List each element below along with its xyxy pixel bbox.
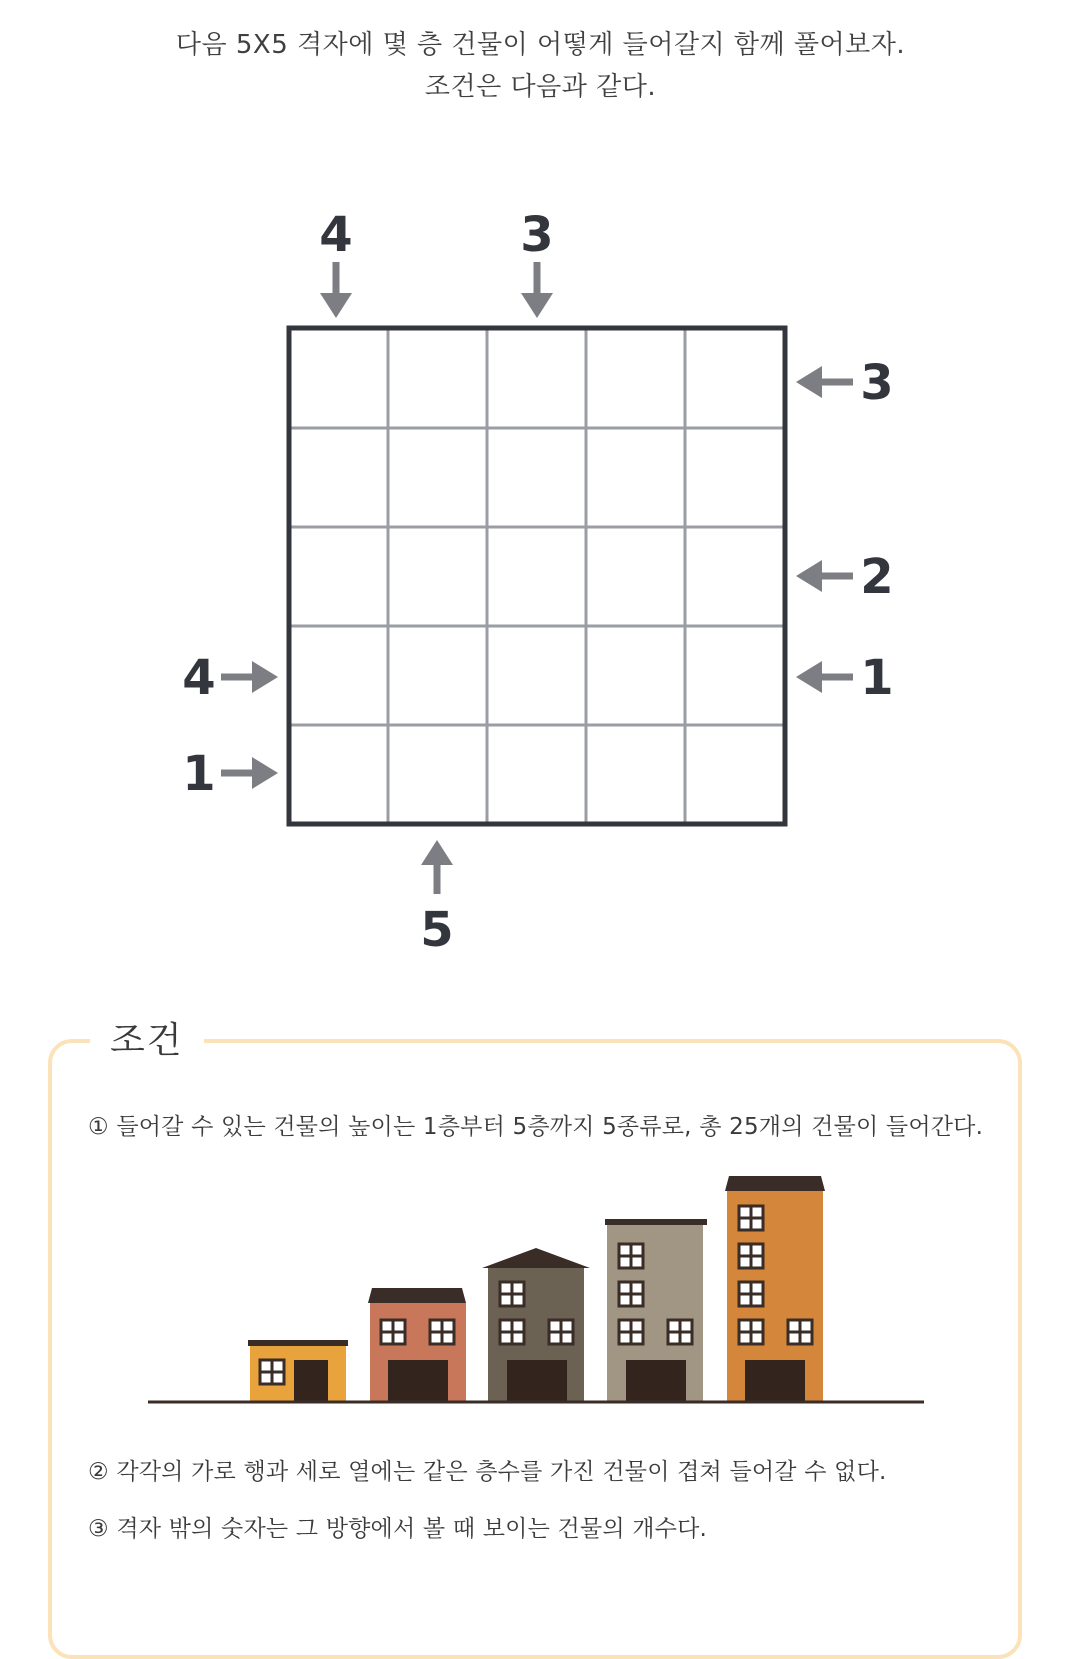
- intro-line-2: 조건은 다음과 같다.: [424, 72, 657, 102]
- arrow-left-icon: [796, 661, 853, 693]
- arrow-left-icon: [796, 560, 853, 592]
- arrow-up-icon: [421, 840, 453, 894]
- arrow-left-icon: [796, 366, 853, 398]
- building-3-floors: [482, 1248, 590, 1401]
- clue-arrows: [221, 262, 853, 894]
- puzzle-diagram: [0, 190, 1081, 970]
- intro-line-1: 다음 5X5 격자에 몇 층 건물이 어떻게 들어갈지 함께 풀어보자.: [175, 30, 906, 60]
- rule-1: ① 들어갈 수 있는 건물의 높이는 1층부터 5층까지 5종류로, 총 25개의 건물이 들어간다.: [88, 1114, 984, 1140]
- top-clue: 4: [319, 207, 353, 263]
- arrow-down-icon: [521, 262, 553, 318]
- arrow-right-icon: [221, 757, 278, 789]
- right-clue: 1: [860, 650, 894, 706]
- rule-3: ③ 격자 밖의 숫자는 그 방향에서 볼 때 보이는 건물의 개수다.: [88, 1516, 708, 1542]
- bottom-clue: 5: [420, 902, 454, 958]
- grid-lines: [290, 329, 784, 823]
- conditions-title: 조건: [90, 1012, 204, 1063]
- building-2-floors: [368, 1288, 466, 1401]
- arrow-right-icon: [221, 661, 278, 693]
- right-clue: 2: [860, 549, 894, 605]
- arrow-down-icon: [320, 262, 352, 318]
- building-5-floors: [725, 1176, 825, 1401]
- building-4-floors: [605, 1219, 707, 1401]
- right-clue: 3: [860, 355, 894, 411]
- buildings-illustration: [140, 1165, 930, 1410]
- intro-text: [0, 24, 1081, 108]
- left-clue: 4: [182, 650, 216, 706]
- top-clue: 3: [520, 207, 554, 263]
- rule-2: ② 각각의 가로 행과 세로 열에는 같은 층수를 가진 건물이 겹쳐 들어갈 수 없다.: [88, 1459, 887, 1485]
- left-clue: 1: [182, 746, 216, 802]
- grid-border: [289, 328, 785, 824]
- building-1-floor: [248, 1340, 348, 1401]
